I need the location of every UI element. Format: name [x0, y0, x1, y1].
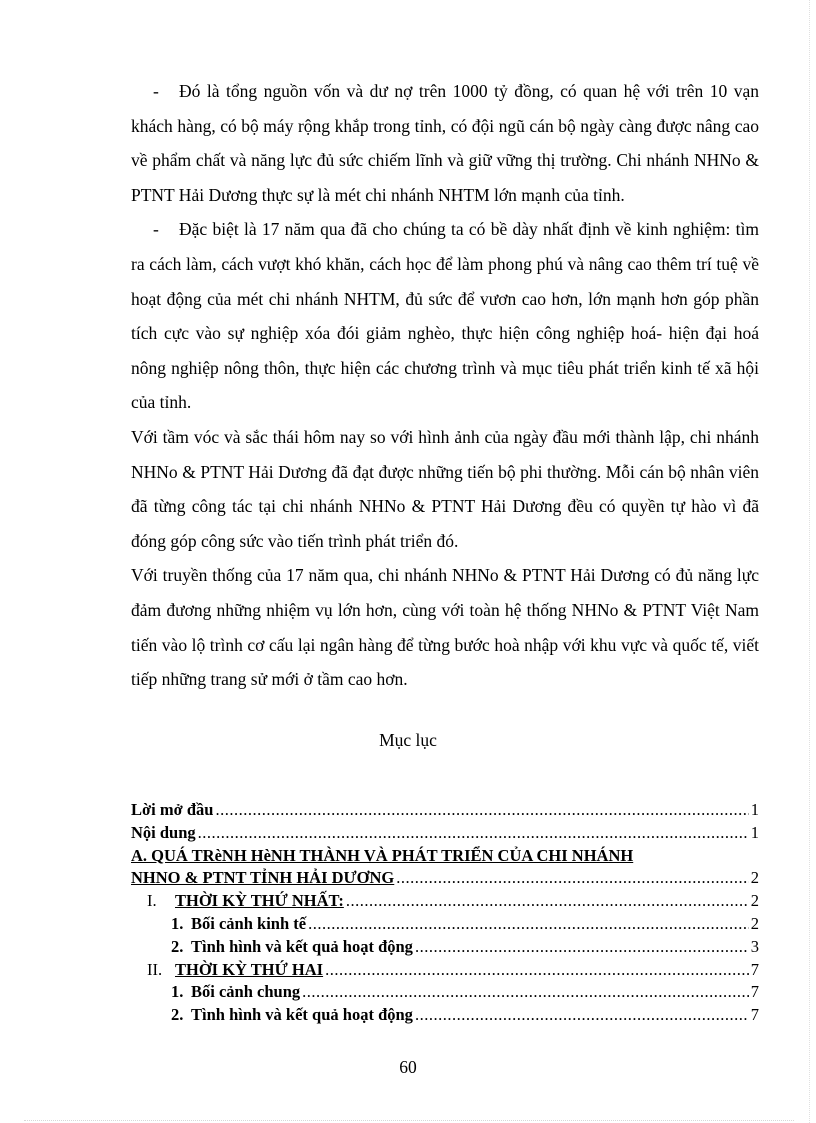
toc-title: Mục lục: [379, 730, 437, 750]
side-divider: [809, 0, 810, 1123]
paragraph-3: Với tầm vóc và sắc thái hôm nay so với hình ảnh của ngày đầu mới thành lập, chi nhánh NHNo & PTNT Hải Dương đã đạt được những tiến bộ phi thường. Mỗi cán bộ nhân viên đã từng công tác tại chi nhánh NHNo & PTNT Hải Dương đều có quyền tự hào vì đã đóng góp công sức vào tiến trình phát triển đó.: [131, 426, 759, 551]
toc-entry[interactable]: 2. Tình hình và kết quả hoạt động ..... 7: [131, 1005, 759, 1028]
table-of-contents: [131, 800, 759, 1028]
footer-divider: [24, 1120, 794, 1121]
toc-entry[interactable]: A. QUÁ TRèNH HèNH THÀNH VÀ PHÁT TRIỂN CỦA CHI NHÁNH: [131, 845, 634, 865]
toc-entry[interactable]: Lời mở đầu ..... 1: [131, 800, 759, 823]
paragraph-4: Với truyền thống của 17 năm qua, chi nhánh NHNo & PTNT Hải Dương có đủ năng lực đảm đương những nhiệm vụ lớn hơn, cùng với toàn hệ thống NHNo & PTNT Việt Nam tiến vào lộ trình cơ cấu lại ngân hàng để từng bước hoà nhập với khu vực và quốc tế, viết tiếp những trang sử mới ở tầm cao hơn.: [131, 565, 759, 690]
paragraph-1: - Đó là tổng nguồn vốn và dư nợ trên 1000 tỷ đồng, có quan hệ với trên 10 vạn khách hàng, có bộ máy rộng khắp trong tỉnh, có đội ngũ cán bộ ngày càng được nâng cao về phẩm chất và năng lực đủ sức chiếm lĩnh và giữ vững thị trường. Chi nhánh NHNo & PTNT Hải Dương thực sự là mét chi nhánh NHTM lớn mạnh của tỉnh.: [131, 81, 759, 205]
toc-entry[interactable]: 2. Tình hình và kết quả hoạt động ..... 3: [131, 937, 759, 960]
page-number: 60: [399, 1057, 417, 1077]
body-text: [131, 74, 759, 697]
toc-entry[interactable]: Nội dung ..... 1: [131, 823, 759, 846]
toc-entry[interactable]: 1. Bối cảnh chung ..... 7: [131, 982, 759, 1005]
paragraph-2: - Đặc biệt là 17 năm qua đã cho chúng ta có bề dày nhất định về kinh nghiệm: tìm ra cách làm, cách vượt khó khăn, cách học để làm phong phú và nâng cao thêm trí tuệ về hoạt động của mét chi nhánh NHTM, đủ sức để vươn cao hơn, lớn mạnh hơn góp phần tích cực vào sự nghiệp xóa đói giảm nghèo, thực hiện công nghiệp hoá- hiện đại hoá nông nghiệp nông thôn, thực hiện các chương trình và mục tiêu phát triển kinh tế xã hội của tỉnh.: [131, 219, 759, 413]
toc-entry[interactable]: 1. Bối cảnh kinh tế ..... 2: [131, 914, 759, 937]
toc-entry[interactable]: II. THỜI KỲ THỨ HAI ..... 7: [131, 960, 759, 983]
toc-entry[interactable]: I. THỜI KỲ THỨ NHẤT: ..... 2: [131, 891, 759, 914]
toc-entry[interactable]: NHNO & PTNT TỈNH HẢI DƯƠNG ..... 2: [131, 868, 759, 891]
